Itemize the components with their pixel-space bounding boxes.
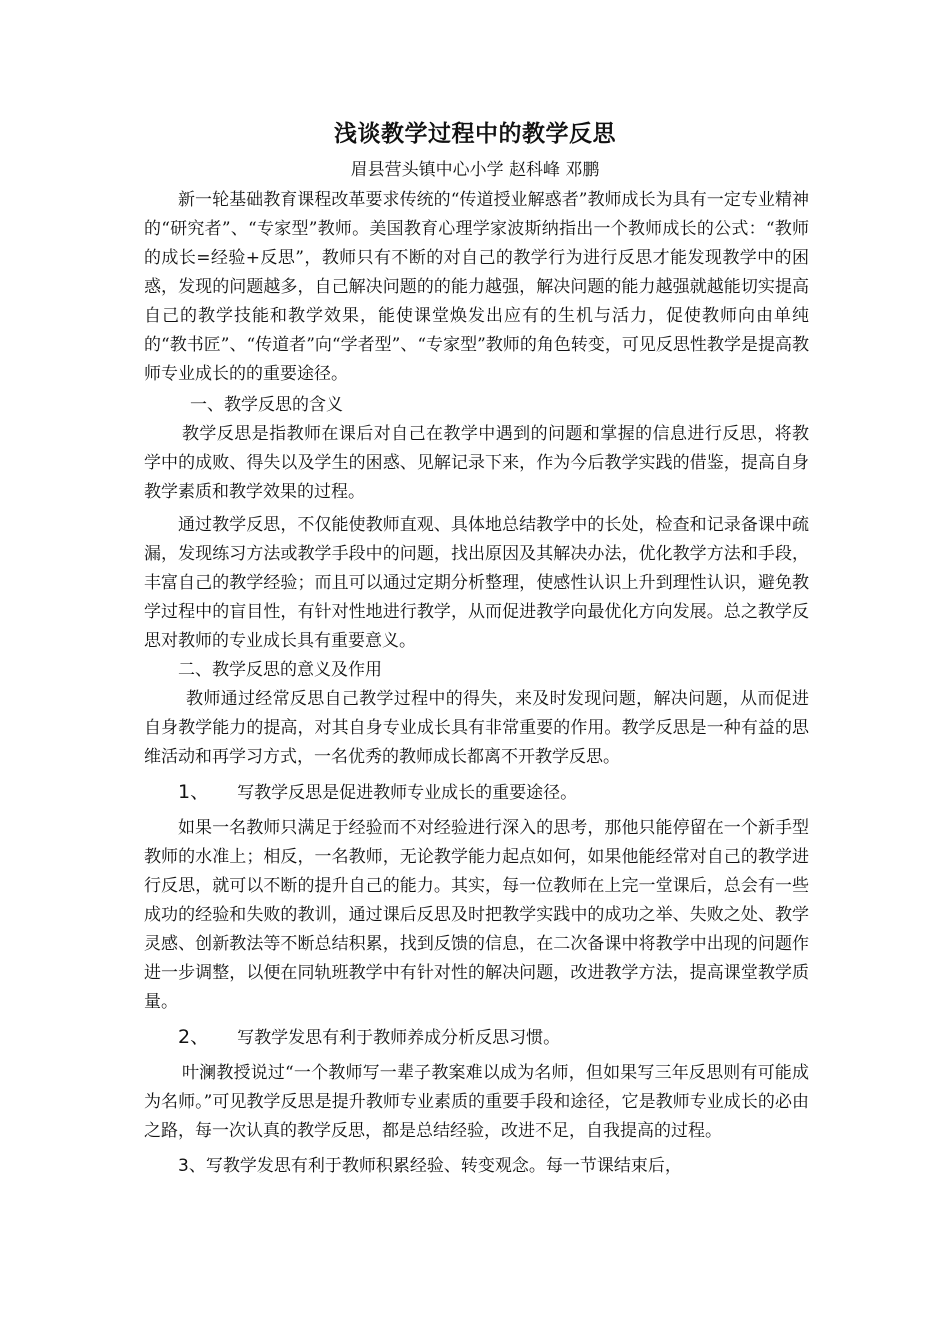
numbered-item-3 bbox=[144, 1152, 809, 1181]
document-body bbox=[144, 186, 809, 1181]
paragraph-item-2-detail: 叶澜教授说过“一个教师写一辈子教案难以成为名师，但如果写三年反思则有可能成为名师。”可见教学反思是提升教师专业素质的重要手段和途径，它是教师专业成长的必由之路，每一次认真的教学反思，都是总结经验，改进不足，自我提高的过程。 bbox=[144, 1063, 809, 1141]
numbered-item-2 bbox=[144, 1023, 809, 1053]
intro-paragraph: 新一轮基础教育课程改革要求传统的“传道授业解惑者”教师成长为具有一定专业精神的“研究者”、“专家型”教师。美国教育心理学家波斯纳指出一个教师成长的公式：“教师的成长=经验+反思”，教师只有不断的对自己的教学行为进行反思才能发现教学中的困惑，发现的问题越多，自己解决问题的的能力越强，解决问题的能力越强就越能切实提高自己的教学技能和教学效果，能使课堂焕发出应有的生机与活力，促使教师向由单纯的“教书匠”、“传道者”向“学者型”、“专家型”教师的角色转变，可见反思性教学是提高教师专业成长的的重要途径。 bbox=[144, 190, 809, 384]
numbered-item-1 bbox=[144, 778, 809, 808]
paragraph-item-1-detail: 如果一名教师只满足于经验而不对经验进行深入的思考，那他只能停留在一个新手型教师的水准上；相反，一名教师，无论教学能力起点如何，如果他能经常对自己的教学进行反思，就可以不断的提升自己的能力。其实，每一位教师在上完一堂课后，总会有一些成功的经验和失败的教训，通过课后反思及时把教学实践中的成功之举、失败之处、教学灵感、创新教法等不断总结积累，找到反馈的信息，在二次备课中将教学中出现的问题作进一步调整，以便在同轨班教学中有针对性的解决问题，改进教学方法，提高课堂教学质量。 bbox=[144, 818, 809, 1012]
item-text: 写教学发思有利于教师积累经验、转变观念。每一节课结束后， bbox=[205, 1156, 682, 1176]
item-text: 写教学发思有利于教师养成分析反思习惯。 bbox=[237, 1028, 561, 1048]
author-byline: 眉县营头镇中心小学 赵科峰 邓鹏 bbox=[350, 160, 600, 180]
section-heading-1: 一、教学反思的含义 bbox=[190, 395, 343, 415]
item-number: 2、 bbox=[178, 1026, 210, 1048]
document-title: 浅谈教学过程中的教学反思 bbox=[334, 121, 616, 147]
item-number: 1、 bbox=[178, 781, 210, 803]
paragraph-benefits: 通过教学反思，不仅能使教师直观、具体地总结教学中的长处，检查和记录备课中疏漏，发现练习方法或教学手段中的问题，找出原因及其解决办法，优化教学方法和手段，丰富自己的教学经验；而且可以通过定期分析整理，使感性认识上升到理性认识，避免教学过程中的盲目性，有针对性地进行教学，从而促进教学向最优化方向发展。总之教学反思对教师的专业成长具有重要意义。 bbox=[144, 515, 809, 651]
section-heading-2: 二、教学反思的意义及作用 bbox=[178, 660, 382, 680]
item-text: 写教学反思是促进教师专业成长的重要途径。 bbox=[237, 783, 578, 803]
paragraph-definition: 教学反思是指教师在课后对自己在教学中遇到的问题和掌握的信息进行反思，将教学中的成败、得失以及学生的困惑、见解记录下来，作为今后教学实践的借鉴，提高自身教学素质和教学效果的过程。 bbox=[144, 424, 809, 502]
paragraph-significance: 教师通过经常反思自己教学过程中的得失，来及时发现问题，解决问题，从而促进自身教学能力的提高，对其自身专业成长具有非常重要的作用。教学反思是一种有益的思维活动和再学习方式，一名优秀的教师成长都离不开教学反思。 bbox=[144, 689, 809, 767]
item-number: 3、 bbox=[178, 1156, 206, 1176]
